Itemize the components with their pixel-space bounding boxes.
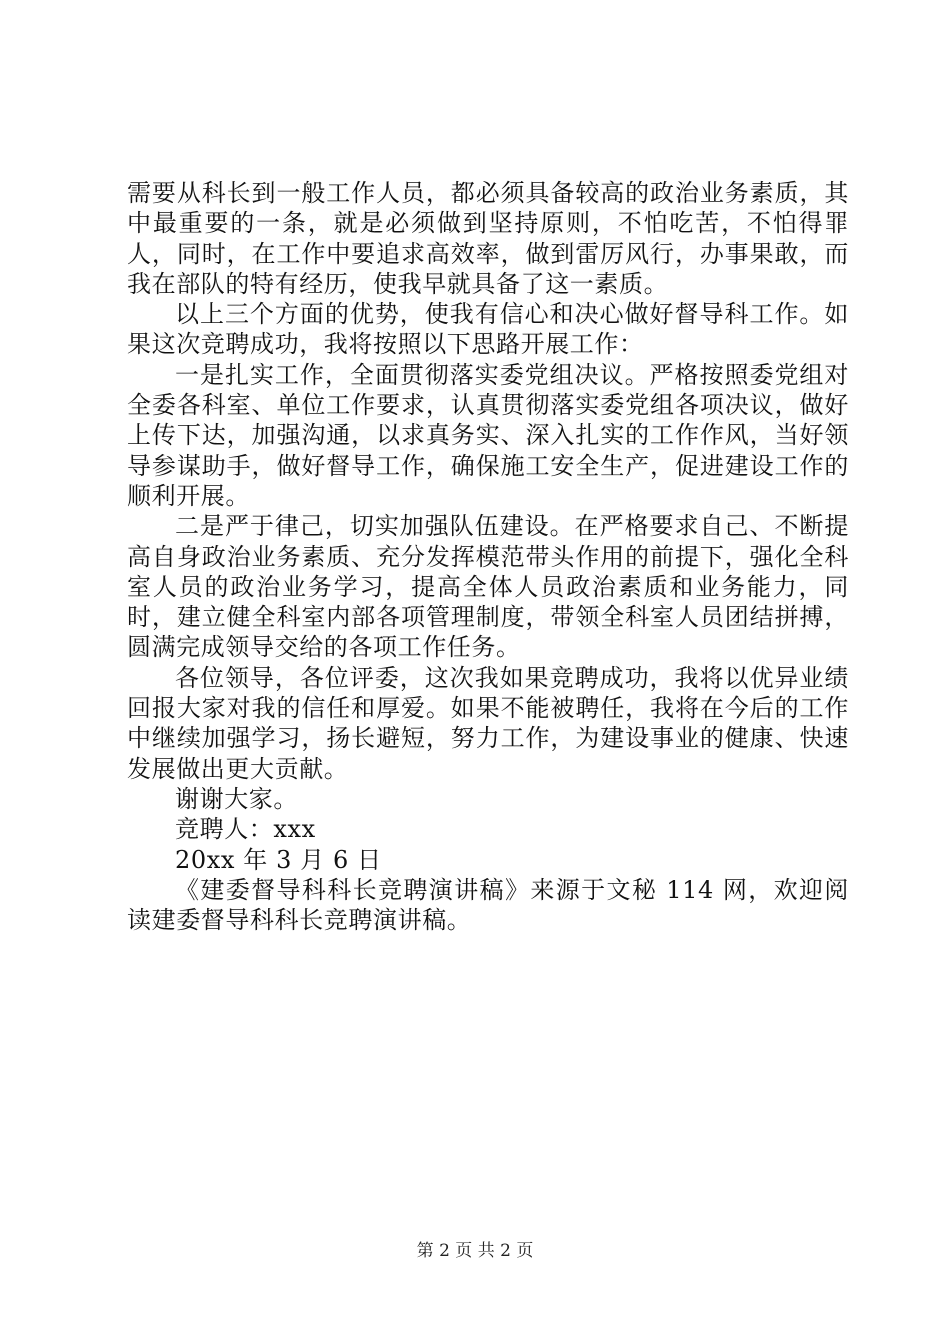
paragraph-plan-two: 二是严于律己，切实加强队伍建设。在严格要求自己、不断提高自身政治业务素质、充分发挥模范带头作用的前提下，强化全科室人员的政治业务学习，提高全体人员政治素质和业务能力，同时，建立健全科室内部各项管理制度，带领全科室人员团结拼搏，圆满完成领导交给的各项工作任务。 — [127, 512, 849, 662]
paragraph-date: 20xx 年 3 月 6 日 — [175, 845, 382, 874]
paragraph-closing: 各位领导，各位评委，这次我如果竞聘成功，我将以优异业绩回报大家对我的信任和厚爱。如果不能被聘任，我将在今后的工作中继续加强学习，扬长避短，努力工作，为建设事业的健康、快速发展做出更大贡献。 — [127, 663, 849, 783]
page-number-footer: 第 2 页 共 2 页 — [416, 1241, 534, 1261]
paragraph-plan-one: 一是扎实工作，全面贯彻落实委党组决议。严格按照委党组对全委各科室、单位工作要求，认真贯彻落实委党组各项决议，做好上传下达，加强沟通，以求真务实、深入扎实的工作作风，当好领导参谋助手，做好督导工作，确保施工安全生产，促进建设工作的顺利开展。 — [127, 360, 849, 510]
paragraph-signature: 竞聘人：xxx — [175, 815, 316, 844]
paragraph-continuation: 需要从科长到一般工作人员，都必须具备较高的政治业务素质，其中最重要的一条，就是必须做到坚持原则，不怕吃苦，不怕得罪人，同时，在工作中要追求高效率，做到雷厉风行，办事果敢，而我在部队的特有经历，使我早就具备了这一素质。 — [127, 179, 849, 298]
paragraph-source-note: 《建委督导科科长竞聘演讲稿》来源于文秘 114 网，欢迎阅读建委督导科科长竞聘演讲稿。 — [127, 875, 849, 935]
paragraph-advantages-summary: 以上三个方面的优势，使我有信心和决心做好督导科工作。如果这次竞聘成功，我将按照以下思路开展工作： — [127, 300, 849, 359]
paragraph-thanks: 谢谢大家。 — [175, 784, 298, 813]
document-body — [127, 178, 849, 935]
